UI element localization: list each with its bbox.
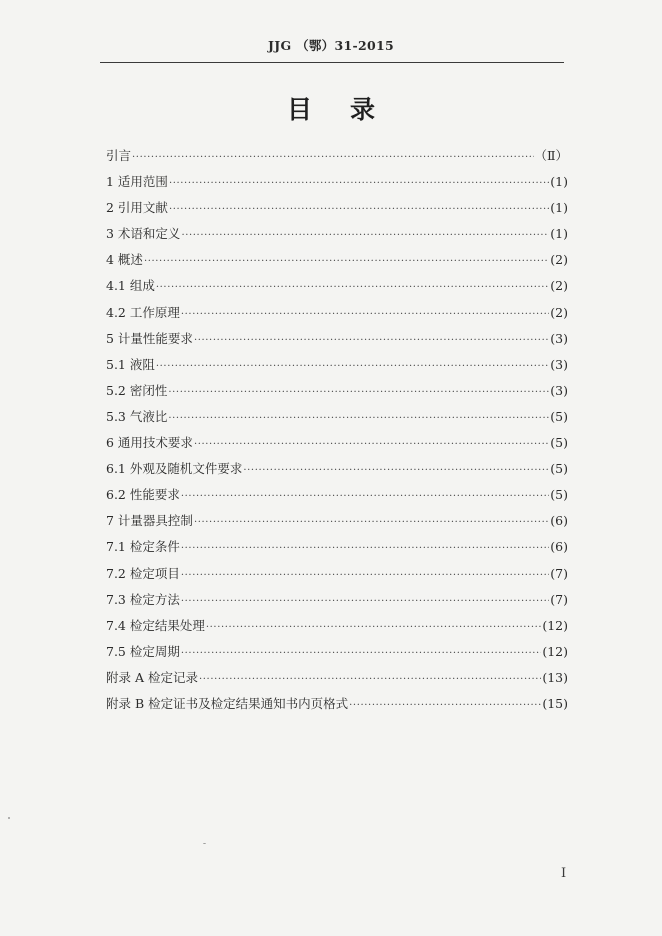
toc-entry[interactable]: [106, 250, 568, 276]
toc-entry[interactable]: [106, 407, 568, 433]
toc-entry-label: 7 计量器具控制: [106, 513, 193, 529]
dot-leader: [181, 592, 549, 612]
toc-entry-page: (6): [550, 539, 568, 555]
table-of-contents: [106, 146, 568, 720]
toc-entry[interactable]: [106, 694, 568, 720]
toc-entry-label: 2 引用文献: [106, 200, 168, 216]
page-title: 目录: [286, 95, 413, 124]
toc-entry[interactable]: [106, 172, 568, 198]
toc-entry[interactable]: [106, 642, 568, 668]
toc-entry-page: (12): [542, 617, 568, 633]
running-header: JJG （鄂）31-2015: [268, 38, 394, 53]
toc-entry[interactable]: [106, 381, 568, 407]
scan-speck: [203, 843, 206, 844]
dot-leader: [144, 252, 549, 272]
dot-leader: [169, 174, 549, 194]
dot-leader: [181, 305, 549, 325]
toc-entry-page: (5): [550, 487, 568, 503]
toc-entry-page: (3): [550, 382, 568, 398]
toc-entry-page: (7): [550, 565, 568, 581]
toc-entry[interactable]: [106, 355, 568, 381]
toc-entry[interactable]: [106, 303, 568, 329]
toc-entry-page: (2): [550, 304, 568, 320]
toc-entry-label: 6.1 外观及随机文件要求: [106, 461, 243, 477]
toc-entry-label: 4.2 工作原理: [106, 304, 180, 320]
toc-entry-label: 附录 B 检定证书及检定结果通知书内页格式: [106, 695, 349, 711]
toc-entry[interactable]: [106, 276, 568, 302]
dot-leader: [181, 539, 549, 559]
toc-entry-label: 5 计量性能要求: [106, 330, 193, 346]
toc-entry-page: (2): [550, 252, 568, 268]
toc-entry-page: (1): [550, 200, 568, 216]
page-number: I: [561, 866, 567, 881]
toc-entry-label: 7.5 检定周期: [106, 643, 180, 659]
dot-leader: [181, 644, 541, 664]
toc-entry-page: (6): [550, 513, 568, 529]
toc-entry[interactable]: [106, 590, 568, 616]
toc-entry[interactable]: [106, 224, 568, 250]
toc-entry[interactable]: [106, 485, 568, 511]
toc-entry-page: (1): [550, 226, 568, 242]
dot-leader: [132, 148, 533, 168]
toc-entry[interactable]: [106, 329, 568, 355]
toc-entry[interactable]: [106, 433, 568, 459]
toc-entry-page: (5): [550, 435, 568, 451]
toc-entry[interactable]: [106, 198, 568, 224]
dot-leader: [169, 200, 549, 220]
toc-entry-label: 4 概述: [106, 252, 143, 268]
toc-entry[interactable]: [106, 616, 568, 642]
toc-entry[interactable]: [106, 537, 568, 563]
toc-entry-page: (1): [550, 174, 568, 190]
dot-leader: [156, 278, 549, 298]
dot-leader: [194, 331, 549, 351]
toc-entry-page: (5): [550, 408, 568, 424]
toc-entry-page: (13): [542, 669, 568, 685]
dot-leader: [181, 566, 549, 586]
toc-entry-label: 7.1 检定条件: [106, 539, 180, 555]
toc-entry-label: 7.4 检定结果处理: [106, 617, 205, 633]
header-rule: [100, 62, 564, 63]
toc-entry-label: 7.3 检定方法: [106, 591, 180, 607]
toc-entry-page: (15): [542, 695, 568, 711]
dot-leader: [168, 409, 549, 429]
toc-entry-label: 5.1 液阻: [106, 356, 155, 372]
dot-leader: [156, 357, 549, 377]
toc-entry-label: 6 通用技术要求: [106, 435, 193, 451]
toc-entry-page: （Ⅱ）: [534, 148, 568, 163]
toc-entry[interactable]: [106, 564, 568, 590]
dot-leader: [181, 226, 549, 246]
toc-entry-page: (3): [550, 356, 568, 372]
toc-entry-label: 附录 A 检定记录: [106, 669, 198, 685]
toc-entry-page: (3): [550, 330, 568, 346]
toc-entry[interactable]: [106, 668, 568, 694]
toc-entry-page: (5): [550, 461, 568, 477]
toc-entry[interactable]: [106, 511, 568, 537]
dot-leader: [206, 618, 541, 638]
scan-speck: [8, 817, 10, 819]
dot-leader: [199, 670, 541, 690]
toc-entry-label: 4.1 组成: [106, 278, 155, 294]
toc-entry-label: 5.2 密闭性: [106, 382, 168, 398]
toc-entry-page: (2): [550, 278, 568, 294]
toc-entry-label: 引言: [106, 148, 132, 163]
dot-leader: [243, 461, 549, 481]
toc-entry-page: (12): [542, 643, 568, 659]
toc-entry[interactable]: [106, 146, 568, 172]
dot-leader: [194, 435, 549, 455]
dot-leader: [194, 513, 549, 533]
toc-entry-page: (7): [550, 591, 568, 607]
toc-entry-label: 5.3 气液比: [106, 408, 168, 424]
toc-entry-label: 7.2 检定项目: [106, 565, 180, 581]
toc-entry-label: 3 术语和定义: [106, 226, 181, 242]
toc-entry-label: 1 适用范围: [106, 174, 168, 190]
dot-leader: [349, 696, 541, 716]
dot-leader: [168, 383, 549, 403]
toc-entry-label: 6.2 性能要求: [106, 487, 180, 503]
toc-entry[interactable]: [106, 459, 568, 485]
dot-leader: [181, 487, 549, 507]
